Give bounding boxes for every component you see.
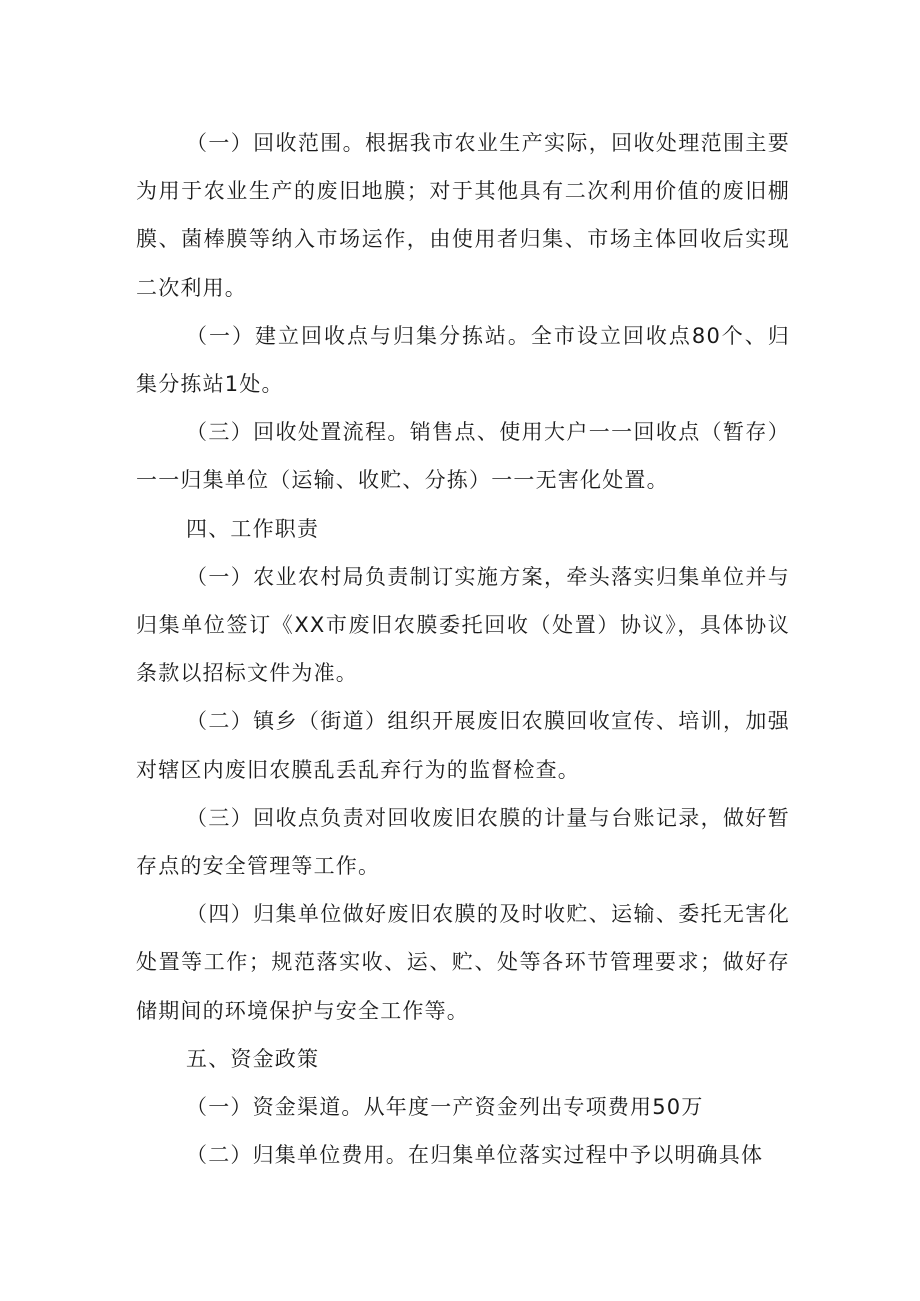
paragraph-collection-unit-duties: （四）归集单位做好废旧农膜的及时收贮、运输、委托无害化处置等工作；规范落实收、运、贮、处等各环节管理要求；做好存储期间的环境保护与安全工作等。: [136, 902, 790, 1023]
document-body: [136, 119, 790, 1179]
paragraph-collection-unit-fees: （二）归集单位费用。在归集单位落实过程中予以明确具体: [186, 1143, 764, 1168]
paragraph-agriculture-bureau: （一）农业农村局负责制订实施方案，牵头落实归集单位并与归集单位签订《XX市废旧农膜委托回收（处置）协议》，具体协议条款以招标文件为准。: [136, 564, 790, 686]
section-heading-funding: 五、资金政策: [186, 1046, 320, 1071]
paragraph-funding-channel: （一）资金渠道。从年度一产资金列出专项费用50万: [186, 1095, 704, 1120]
paragraph-collection-points: （一）建立回收点与归集分拣站。全市设立回收点80个、归集分拣站1处。: [136, 323, 790, 397]
section-heading-duties: 四、工作职责: [186, 516, 320, 541]
paragraph-recovery-point-duties: （三）回收点负责对回收废旧农膜的计量与台账记录，做好暂存点的安全管理等工作。: [136, 805, 790, 879]
paragraph-towns-streets: （二）镇乡（街道）组织开展废旧农膜回收宣传、培训，加强对辖区内废旧农膜乱丢乱弃行为的监督检查。: [136, 709, 790, 782]
paragraph-disposal-process: （三）回收处置流程。销售点、使用大户一一回收点（暂存）一一归集单位（运输、收贮、分拣）一一无害化处置。: [136, 420, 790, 493]
paragraph-recovery-scope: （一）回收范围。根据我市农业生产实际，回收处理范围主要为用于农业生产的废旧地膜；对于其他具有二次利用价值的废旧棚膜、菌棒膜等纳入市场运作，由使用者归集、市场主体回收后实现二次利用。: [136, 131, 790, 300]
